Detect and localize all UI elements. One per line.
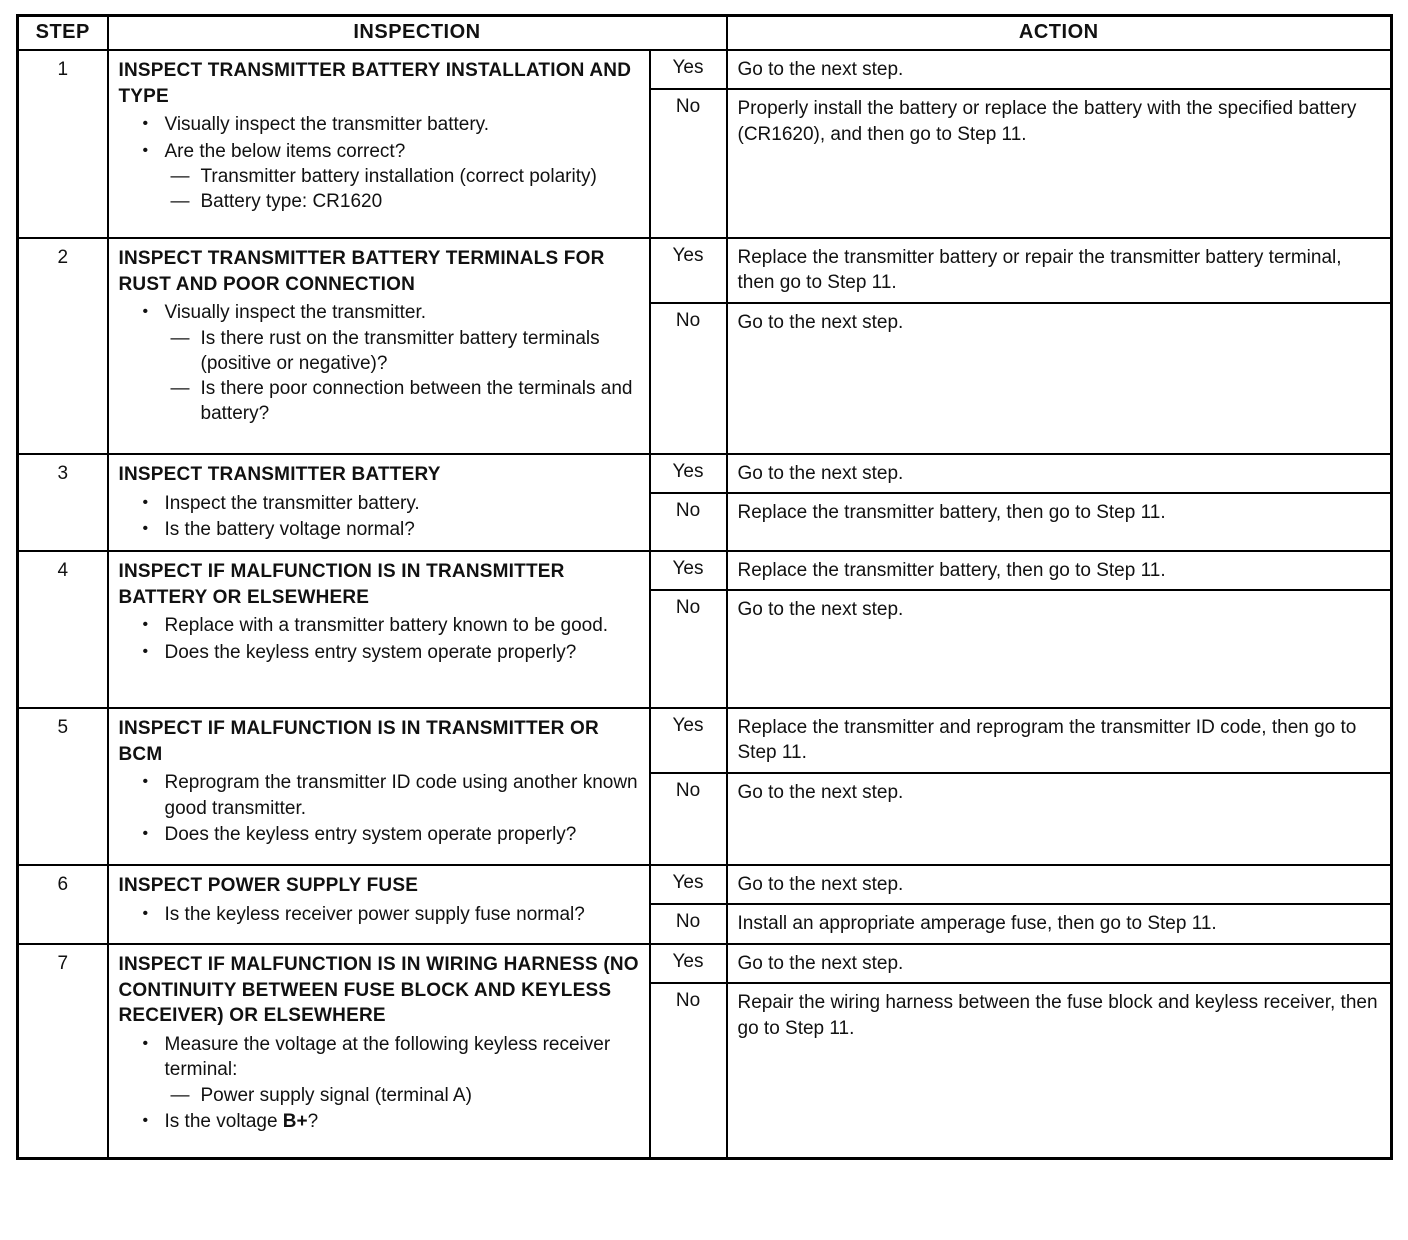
no-action: Go to the next step. [727, 303, 1392, 454]
bullet-icon: • [142, 904, 149, 922]
inspection-cell [108, 50, 650, 238]
no-action: Properly install the battery or replace the battery with the specified battery (CR1620), and then go to Step 11. [727, 89, 1392, 238]
bullet-icon: • [142, 1111, 149, 1129]
inspection-item [171, 376, 641, 427]
bold-text: B+ [282, 1110, 308, 1132]
yes-label: Yes [650, 50, 727, 89]
step-number: 1 [18, 50, 108, 238]
text: Is the keyless receiver power supply fuse normal? [164, 903, 585, 925]
no-action: Go to the next step. [727, 773, 1392, 865]
no-label: No [650, 89, 727, 238]
inspection-item [143, 139, 641, 164]
no-action: Go to the next step. [727, 590, 1392, 708]
bullet-icon: • [142, 1035, 149, 1053]
inspection-item-text [165, 822, 641, 847]
inspection-content [109, 866, 649, 943]
step-number: 4 [18, 551, 108, 708]
inspection-item-text [165, 770, 641, 821]
inspection-cell [108, 454, 650, 551]
inspection-title: INSPECT IF MALFUNCTION IS IN TRANSMITTER OR BCM [118, 718, 599, 765]
yes-action: Go to the next step. [727, 50, 1392, 89]
text: Does the keyless entry system operate properly? [164, 641, 577, 663]
text: Measure the voltage at the following keyless receiver terminal: [164, 1034, 611, 1081]
step-number: 2 [18, 238, 108, 454]
step-number: 3 [18, 454, 108, 551]
inspection-item [143, 640, 641, 665]
inspection-item [143, 300, 641, 325]
header-row [18, 16, 1392, 51]
bullet-icon: • [142, 115, 149, 133]
inspection-content [109, 239, 649, 453]
yes-label: Yes [650, 551, 727, 590]
text: Is the battery voltage normal? [164, 518, 415, 540]
text: Power supply signal (terminal A) [200, 1084, 472, 1106]
inspection-item [143, 613, 641, 638]
text: Is there poor connection between the terminals and battery? [200, 378, 633, 425]
inspection-cell [108, 238, 650, 454]
inspection-item-text [165, 902, 641, 927]
step-number: 6 [18, 865, 108, 944]
dash-icon: — [170, 165, 190, 187]
inspection-item [143, 902, 641, 927]
header-step: STEP [18, 16, 108, 51]
no-action: Repair the wiring harness between the fuse block and keyless receiver, then go to Step 11. [727, 983, 1392, 1158]
yes-action: Replace the transmitter battery or repair the transmitter battery terminal, then go to Step 11. [727, 238, 1392, 303]
text: Replace with a transmitter battery known to be good. [164, 615, 609, 637]
bullet-icon: • [142, 519, 149, 537]
yes-action: Go to the next step. [727, 944, 1392, 983]
inspection-item-text [201, 1083, 641, 1108]
no-label: No [650, 983, 727, 1158]
text: Reprogram the transmitter ID code using another known good transmitter. [164, 772, 638, 819]
inspection-content [109, 945, 649, 1157]
inspection-item-text [165, 139, 641, 164]
dash-icon: — [170, 378, 190, 400]
no-action: Install an appropriate amperage fuse, then go to Step 11. [727, 904, 1392, 944]
inspection-item-text [165, 112, 641, 137]
inspection-cell [108, 708, 650, 865]
inspection-item-text [165, 613, 641, 638]
inspection-item-text [201, 376, 641, 427]
inspection-item-text [165, 300, 641, 325]
header-inspection: INSPECTION [108, 16, 727, 51]
inspection-title: INSPECT TRANSMITTER BATTERY [118, 464, 441, 485]
yes-label: Yes [650, 944, 727, 983]
inspection-item-text [165, 640, 641, 665]
troubleshooting-table [16, 14, 1393, 1160]
no-label: No [650, 590, 727, 708]
text: ? [307, 1110, 319, 1132]
inspection-item-text [201, 326, 641, 377]
inspection-item [143, 517, 641, 542]
inspection-title: INSPECT IF MALFUNCTION IS IN TRANSMITTER BATTERY OR ELSEWHERE [118, 561, 565, 608]
bullet-icon: • [142, 824, 149, 842]
inspection-item-text [165, 1032, 641, 1083]
inspection-cell [108, 551, 650, 708]
no-label: No [650, 904, 727, 944]
inspection-content [109, 455, 649, 550]
text: Visually inspect the transmitter. [164, 302, 427, 324]
inspection-content [109, 552, 649, 707]
inspection-item [171, 1083, 641, 1108]
inspection-item-text [201, 189, 641, 214]
inspection-item [143, 1032, 641, 1083]
text: Is the voltage [164, 1110, 283, 1132]
yes-label: Yes [650, 454, 727, 493]
inspection-item-text [165, 491, 641, 516]
text: Does the keyless entry system operate properly? [164, 823, 577, 845]
inspection-item [143, 491, 641, 516]
no-label: No [650, 773, 727, 865]
no-label: No [650, 303, 727, 454]
inspection-cell [108, 865, 650, 944]
inspection-content [109, 709, 649, 864]
inspection-content [109, 51, 649, 237]
dash-icon: — [170, 1084, 190, 1106]
step-row-yes [18, 708, 1392, 773]
inspection-title: INSPECT TRANSMITTER BATTERY TERMINALS FOR RUST AND POOR CONNECTION [118, 248, 605, 295]
no-action: Replace the transmitter battery, then go to Step 11. [727, 493, 1392, 551]
inspection-item [143, 822, 641, 847]
header-action: ACTION [727, 16, 1392, 51]
inspection-item-text [165, 517, 641, 542]
yes-label: Yes [650, 865, 727, 904]
dash-icon: — [170, 327, 190, 349]
bullet-icon: • [142, 141, 149, 159]
text: Battery type: CR1620 [200, 191, 383, 213]
text: Are the below items correct? [164, 140, 406, 162]
bullet-icon: • [142, 642, 149, 660]
bullet-icon: • [142, 493, 149, 511]
yes-action: Go to the next step. [727, 865, 1392, 904]
inspection-item [143, 112, 641, 137]
text: Visually inspect the transmitter battery. [164, 114, 490, 136]
bullet-icon: • [142, 616, 149, 634]
step-row-yes [18, 50, 1392, 89]
dash-icon: — [170, 191, 190, 213]
inspection-item [171, 326, 641, 377]
step-row-yes [18, 551, 1392, 590]
text: Transmitter battery installation (correct polarity) [200, 165, 597, 187]
text: Inspect the transmitter battery. [164, 492, 420, 514]
inspection-item-text [201, 164, 641, 189]
step-row-yes [18, 454, 1392, 493]
yes-label: Yes [650, 708, 727, 773]
step-row-yes [18, 865, 1392, 904]
inspection-title: INSPECT TRANSMITTER BATTERY INSTALLATION AND TYPE [118, 60, 632, 107]
text: Is there rust on the transmitter battery terminals (positive or negative)? [200, 327, 600, 374]
step-number: 7 [18, 944, 108, 1159]
inspection-item [143, 770, 641, 821]
no-label: No [650, 493, 727, 551]
inspection-title: INSPECT POWER SUPPLY FUSE [118, 875, 419, 897]
step-row-yes [18, 944, 1392, 983]
step-row-yes [18, 238, 1392, 303]
inspection-item-text [165, 1109, 641, 1134]
steps-body [18, 50, 1392, 1159]
yes-action: Replace the transmitter battery, then go to Step 11. [727, 551, 1392, 590]
inspection-title: INSPECT IF MALFUNCTION IS IN WIRING HARNESS (NO CONTINUITY BETWEEN FUSE BLOCK AND KEYLESS RECEIVER) OR ELSEWHERE [118, 954, 639, 1027]
inspection-cell [108, 944, 650, 1159]
inspection-item [171, 164, 641, 189]
yes-action: Go to the next step. [727, 454, 1392, 493]
yes-action: Replace the transmitter and reprogram the transmitter ID code, then go to Step 11. [727, 708, 1392, 773]
inspection-item [143, 1109, 641, 1134]
yes-label: Yes [650, 238, 727, 303]
bullet-icon: • [142, 303, 149, 321]
inspection-item [171, 189, 641, 214]
bullet-icon: • [142, 773, 149, 791]
step-number: 5 [18, 708, 108, 865]
